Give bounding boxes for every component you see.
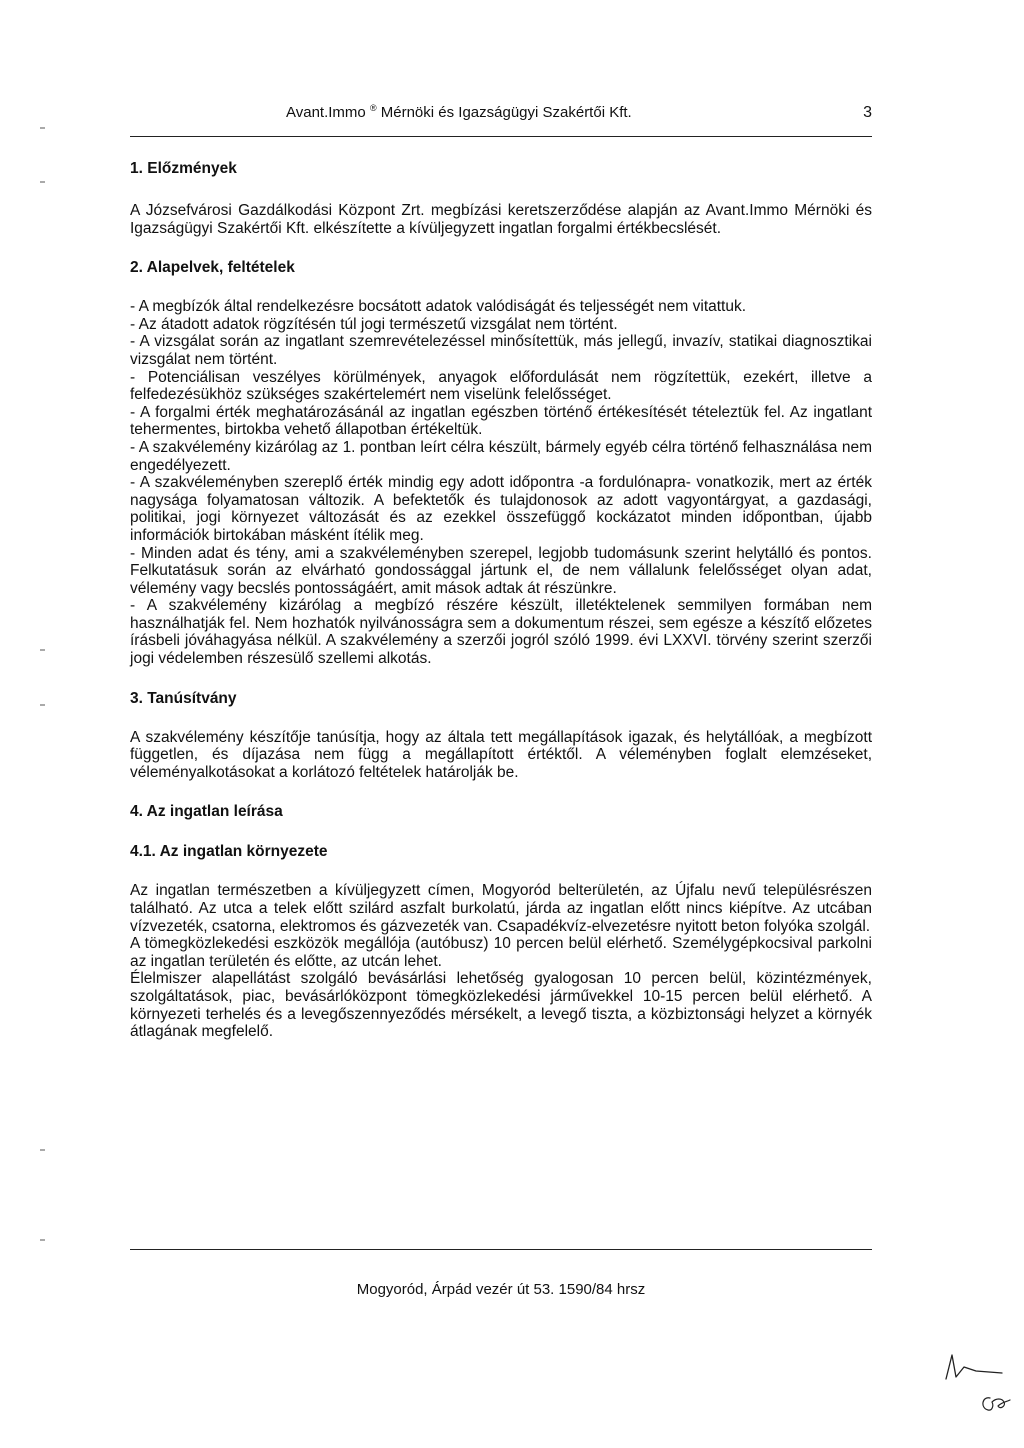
section-2-item: - A forgalmi érték meghatározásánál az ingatlan egészben történő értékesítését tételeztük fel. Az ingatlant tehermentes, birtokba vehető állapotban értékeltük. [130,403,872,439]
spacer [130,178,872,202]
section-2-item: - A szakvélemény kizárólag az 1. pontban leírt célra készült, bármely egyéb célra történő felhasználása nem engedélyezett. [130,438,872,474]
handwritten-signature-mark [976,1390,1016,1418]
spacer [130,781,872,803]
section-2-item: - Minden adat és tény, ami a szakvéleményben szerepel, legjobb tudomásunk szerint helytálló és pontos. Felkutatásuk során az elvárható gondossággal jártunk el, de nem vállalunk felelősséget olyan adat, vélemény vagy becslés pontosságáért, amit mások adtak át részünkre. [130,544,872,597]
section-1-heading: 1. Előzmények [130,160,237,177]
section-4-heading: 4. Az ingatlan leírása [130,803,283,821]
section-2-item: - A szakvéleményben szereplő érték mindig egy adott időpontra -a fordulónapra- vonatkozik, mert az érték nagysága folyamatosan változik. A befektetők és tulajdonosok az adott vagyontárgyat, a gazdasági, politikai, jogi környezet változását és az ezekkel összefüggő kockázatot minden időpontban, újabb információk birtokában másként ítélik meg. [130,474,872,544]
section-4-1-paragraph: Az ingatlan természetben a kívüljegyzett címen, Mogyoród belterületén, az Újfalu nevű településrészen található. Az utca a telek előtt szilárd aszfalt burkolatú, járda az ingatlan előtt nincs kiépítve. Az utcában vízvezeték, csatorna, elektromos és gázvezeték van. Csapadékvíz-elvezetésre nyitott beton folyóka szolgál. [130,882,872,935]
spacer [130,708,872,729]
spacer [130,668,872,690]
section-2-item: - A vizsgálat során az ingatlant szemrevételezéssel minősítettük, más jellegű, invazív, statikai diagnosztikai vizsgálat nem történt. [130,333,872,368]
section-2-item: - A szakvélemény kizárólag a megbízó részére készült, illetéktelenek semmilyen formában nem használhatják fel. Nem hozhatók nyilvánosságra sem a dokumentum részei, sem egésze a készítő előzetes írásbeli jóváhagyása nélkül. A szakvélemény a szerzői jogról szóló 1999. évi LXXVI. törvény szerint szerzői jogi védelemben részesülő szellemi alkotás. [130,597,872,668]
scan-margin-marks [38,120,48,1270]
section-4-1-paragraph: Élelmiszer alapellátást szolgáló bevásárlási lehetőség gyalogosan 10 percen belül, közintézmények, szolgáltatások, piac, bevásárlóközpont tömegközlekedési járművekkel 10-15 percen belül elérhető. A környezeti terhelés és a levegőszennyeződés mérsékelt, a levegő tiszta, a közbiztonsági helyzet a környék átlagának megfelelő. [130,970,872,1041]
section-2-heading: 2. Alapelvek, feltételek [130,259,295,277]
header-company-left: Avant.Immo [286,104,366,121]
document-body [130,160,872,1041]
spacer [130,821,872,843]
header-company-name [286,103,632,121]
section-2-item: - A megbízók által rendelkezésre bocsátott adatok valódiságát és teljességét nem vitattuk. [130,298,747,316]
header-company-right: Mérnöki és Igazságügyi Szakértői Kft. [380,104,632,121]
section-4-1-heading: 4.1. Az ingatlan környezete [130,843,328,861]
section-3-paragraph: A szakvélemény készítője tanúsítja, hogy az általa tett megállapítások igazak, és helytállóak, a megbízott független, és díjazása nem függ a megállapított értéktől. A véleményben foglalt elemzéseket, véleményalkotásokat a korlátozó feltételek határolják be. [130,728,872,781]
section-3-heading: 3. Tanúsítvány [130,689,237,707]
handwritten-initials-mark [942,1349,1012,1385]
footer-divider [130,1249,872,1250]
footer-address: Mogyoród, Árpád vezér út 53. 1590/84 hrsz [356,1281,646,1298]
page-number: 3 [863,104,872,121]
spacer [130,237,872,259]
section-4-1-paragraph: A tömegközlekedési eszközök megállója (autóbusz) 10 percen belül elérhető. Személygépkocsival parkolni az ingatlan területén és előtte, az utcán lehet. [130,935,872,970]
page-footer [130,1281,872,1298]
spacer [130,861,872,882]
section-1-paragraph: A Józsefvárosi Gazdálkodási Központ Zrt. megbízási keretszerződése alapján az Avant.Immo Mérnöki és Igazságügyi Szakértői Kft. elkészítette a kívüljegyzett ingatlan forgalmi értékbecslését. [130,202,872,237]
header-divider [130,136,872,137]
section-2-item: - Az átadott adatok rögzítésén túl jogi természetű vizsgálat nem történt. [130,315,618,333]
spacer [130,277,872,298]
registered-mark: ® [369,103,377,113]
page-header [130,100,872,130]
section-2-item: - Potenciálisan veszélyes körülmények, anyagok előfordulását nem rögzítettük, ezekért, illetve a felfedezésükhöz szükséges szakértelemért nem viselünk felelősséget. [130,368,872,404]
